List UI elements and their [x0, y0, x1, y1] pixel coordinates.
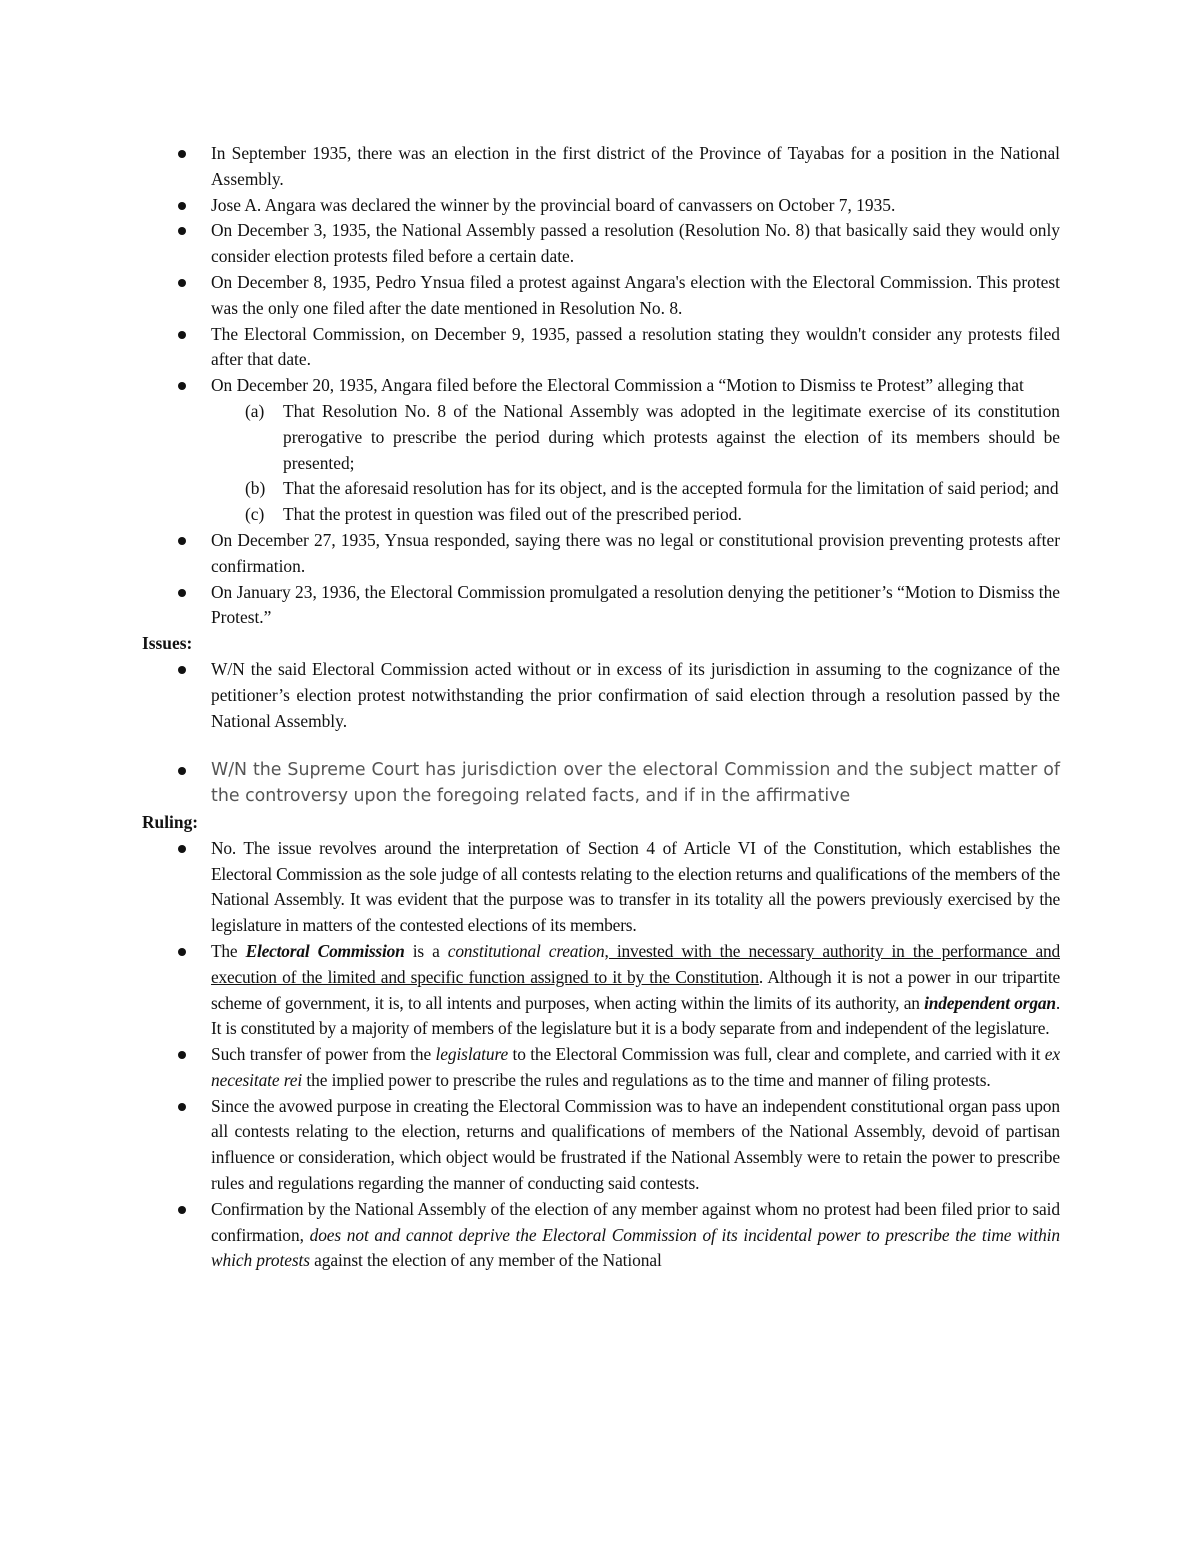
bullet-icon	[178, 150, 186, 158]
bullet-icon	[178, 589, 186, 597]
list-item	[142, 580, 1060, 632]
sub-list-text: That the protest in question was filed out of the prescribed period.	[283, 504, 742, 525]
sub-list-item	[211, 399, 1060, 476]
bullet-icon	[178, 331, 186, 339]
ruling-text: . It is constituted by a majority of members of the legislature but it is a body separate from and independent of the legislature.	[211, 992, 1060, 1039]
list-item	[142, 373, 1060, 528]
bullet-icon	[178, 1051, 186, 1059]
fact-text: On December 27, 1935, Ynsua responded, saying there was no legal or constitutional provision preventing protests after confirmation.	[211, 529, 1060, 576]
emphasis-text: constitutional creation	[447, 940, 605, 961]
list-item	[142, 657, 1060, 734]
ruling-heading: Ruling:	[142, 811, 199, 832]
sub-list-text: That Resolution No. 8 of the National Assembly was adopted in the legitimate exercise of its constitution prerogative to prescribe the period during which protests against the election of its members should be presented;	[283, 400, 1060, 473]
list-item	[142, 836, 1060, 939]
bullet-icon	[178, 948, 186, 956]
ruling-text: . Although it is not a power in our tripartite scheme of government, it is, to all intents and purposes, when acting within the limits of its authority, an	[211, 966, 1060, 1013]
list-item	[142, 528, 1060, 580]
list-item	[142, 141, 1060, 193]
fact-text: In September 1935, there was an election in the first district of the Province of Tayabas for a position in the National Assembly.	[211, 143, 1060, 189]
fact-text: Jose A. Angara was declared the winner by the provincial board of canvassers on October 7, 1935.	[211, 194, 896, 215]
fact-text: On December 3, 1935, the National Assembly passed a resolution (Resolution No. 8) that basically said they would only consider election protests filed before a certain date.	[211, 220, 1060, 267]
emphasis-text: independent organ	[924, 992, 1056, 1013]
list-item	[142, 270, 1060, 322]
bullet-icon	[178, 537, 186, 545]
issue-text: W/N the said Electoral Commission acted without or in excess of its jurisdiction in assuming to the cognizance of the petitioner’s election protest notwithstanding the prior confirmation of said election through a resolution passed by the National Assembly.	[211, 658, 1060, 731]
list-item	[142, 1197, 1060, 1274]
ruling-list	[142, 836, 1060, 1275]
emphasis-text: legislature	[435, 1044, 509, 1065]
list-item	[142, 939, 1060, 1042]
emphasis-text: Electoral Commission	[245, 940, 405, 961]
list-item	[142, 1042, 1060, 1094]
emphasis-text: does not and cannot deprive the Electoral Commission of its incidental power to prescribe the time within which protests	[211, 1224, 1060, 1271]
ruling-text: Confirmation by the National Assembly of the election of any member against whom no protest had been filed prior to said confirmation,	[211, 1198, 1060, 1245]
bullet-icon	[178, 666, 186, 674]
list-item	[142, 758, 1060, 810]
bullet-icon	[178, 1103, 186, 1111]
emphasis-text: ex necesitate rei	[211, 1044, 1060, 1090]
ruling-text: against the election of any member of the National	[309, 1250, 662, 1271]
bullet-icon	[178, 767, 186, 775]
list-item	[142, 193, 1060, 219]
ruling-text: is a	[404, 940, 448, 961]
ruling-text: Since the avowed purpose in creating the Electoral Commission was to have an independent constitutional organ pass upon all contests relating to the election, returns and qualifications of members of the National Assembly, devoid of partisan influence or consideration, which object would be frustrated if the National Assembly were to retain the power to prescribe rules and regulations regarding the manner of conducting said contests.	[211, 1095, 1060, 1194]
ruling-text: to the Electoral Commission was full, clear and complete, and carried with it	[508, 1044, 1045, 1065]
bullet-icon	[178, 279, 186, 287]
ruling-text: the implied power to prescribe the rules and regulations as to the time and manner of filing protests.	[302, 1069, 991, 1090]
bullet-icon	[178, 202, 186, 210]
bullet-icon	[178, 227, 186, 235]
ruling-text: No. The issue revolves around the interpretation of Section 4 of Article VI of the Constitution, which establishes the Electoral Commission as the sole judge of all contests relating to the election returns and qualifications of the members of the National Assembly. It was evident that the purpose was to transfer in its totality all the powers previously exercised by the legislature in matters of the contested elections of its members.	[211, 837, 1060, 936]
bullet-icon	[178, 845, 186, 853]
fact-text: On January 23, 1936, the Electoral Commission promulgated a resolution denying the petitioner’s “Motion to Dismiss the Protest.”	[211, 581, 1060, 628]
ruling-text: The	[211, 940, 246, 961]
issue-text: W/N the Supreme Court has jurisdiction over the electoral Commission and the subject matter of the controversy upon the foregoing related facts, and if in the affirmative	[211, 760, 1060, 807]
underlined-text: , invested with the necessary authority in the performance and execution of the limited and specific function assigned to it by the Constitution	[211, 940, 1060, 987]
case-digest	[142, 141, 1060, 1274]
fact-text: On December 8, 1935, Pedro Ynsua filed a protest against Angara's election with the Electoral Commission. This protest was the only one filed after the date mentioned in Resolution No. 8.	[211, 271, 1060, 318]
sub-list-marker: (a)	[245, 400, 265, 421]
sub-list-marker: (b)	[245, 478, 266, 499]
motion-points-list	[211, 399, 1060, 528]
sub-list-marker: (c)	[245, 504, 265, 525]
ruling-text: Such transfer of power from the	[211, 1044, 436, 1065]
fact-text: The Electoral Commission, on December 9, 1935, passed a resolution stating they wouldn't consider any protests filed after that date.	[211, 323, 1060, 370]
sub-list-item	[211, 476, 1060, 502]
sub-list-text: That the aforesaid resolution has for its object, and is the accepted formula for the limitation of said period; and	[283, 478, 1059, 499]
bullet-icon	[178, 382, 186, 390]
issues-heading: Issues:	[142, 633, 193, 654]
sub-list-item	[211, 502, 1060, 528]
fact-text: On December 20, 1935, Angara filed before the Electoral Commission a “Motion to Dismiss te Protest” alleging that	[211, 375, 1024, 396]
bullet-icon	[178, 1206, 186, 1214]
facts-list	[142, 141, 1060, 631]
list-item	[142, 322, 1060, 374]
list-item	[142, 1094, 1060, 1197]
issues-list	[142, 657, 1060, 810]
list-item	[142, 218, 1060, 270]
